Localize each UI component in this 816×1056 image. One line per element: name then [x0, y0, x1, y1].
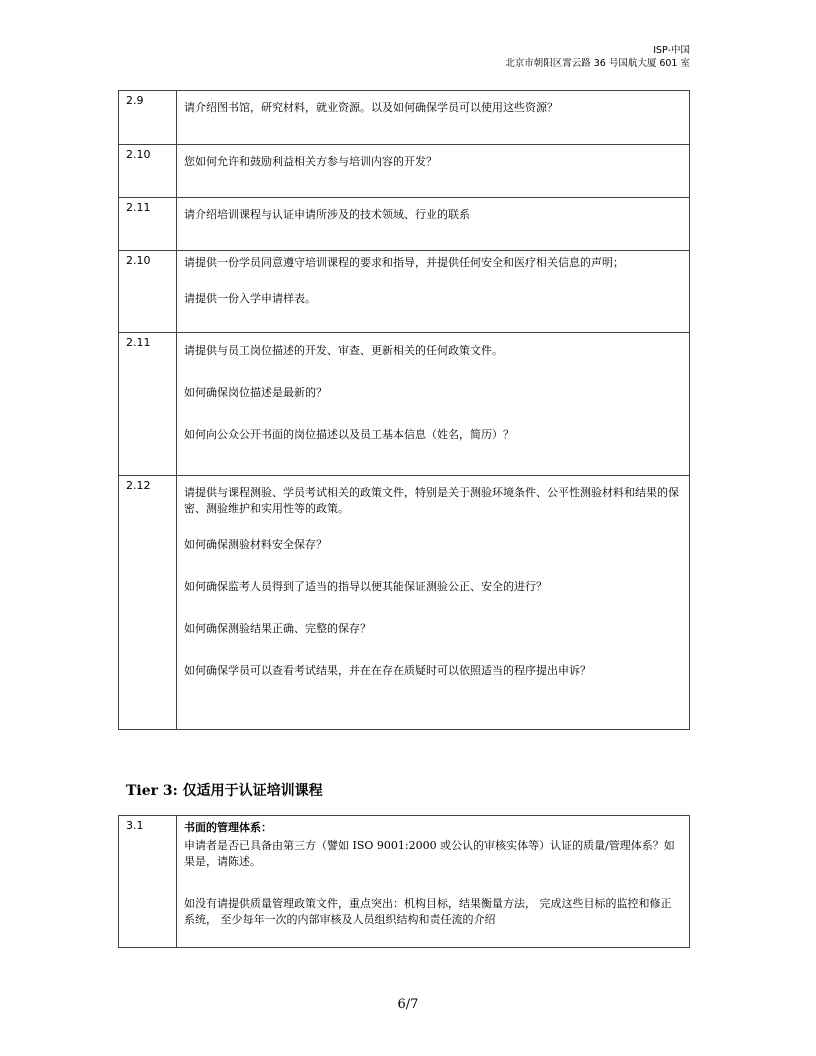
- table-row: [119, 333, 690, 476]
- table-row: [119, 198, 690, 251]
- row-paragraph: 请介绍培训课程与认证申请所涉及的技术领域、行业的联系: [184, 208, 470, 221]
- row-paragraph: 请提供一份学员同意遵守培训课程的要求和指导，并提供任何安全和医疗相关信息的声明；: [184, 256, 624, 269]
- row-text: [177, 333, 690, 476]
- row-paragraph: 如没有请提供质量管理政策文件，重点突出：机构目标，结果衡量方法， 完成这些目标的监控和修正系统， 至少每年一次的内部审核及人员组织结构和责任流的介绍: [184, 897, 672, 926]
- row-text: [177, 145, 690, 198]
- page-header: [505, 44, 690, 70]
- row-paragraph: 如何向公众公开书面的岗位描述以及员工基本信息（姓名，简历）？: [184, 428, 514, 441]
- header-org: ISP-中国: [653, 45, 690, 56]
- table-row: [119, 251, 690, 333]
- row-text: [177, 816, 690, 948]
- row-paragraph: 请提供一份入学申请样表。: [184, 292, 316, 305]
- question-table: [118, 90, 690, 730]
- row-paragraph: 如何确保学员可以查看考试结果，并在在存在质疑时可以依照适当的程序提出申诉？: [184, 664, 591, 677]
- row-paragraph: 申请者是否已具备由第三方（譬如 ISO 9001:2000 或公认的审核实体等）认证的质量/管理体系？如果是，请陈述。: [184, 839, 675, 868]
- row-number: 3.1: [119, 816, 177, 948]
- row-number: 2.10: [119, 251, 177, 333]
- row-text: [177, 251, 690, 333]
- row-paragraph: 如何确保监考人员得到了适当的指导以便其能保证测验公正、安全的进行？: [184, 580, 547, 593]
- row-text: [177, 91, 690, 145]
- row-paragraph: 如何确保测验结果正确、完整的保存？: [184, 622, 371, 635]
- row-paragraph: 请介绍图书馆，研究材料，就业资源。以及如何确保学员可以使用这些资源？: [184, 101, 558, 114]
- row-paragraph: 您如何允许和鼓励利益相关方参与培训内容的开发？: [184, 155, 437, 168]
- row-paragraph: 请提供与课程测验、学员考试相关的政策文件，特别是关于测验环境条件、公平性测验材料和结果的保密、测验维护和实用性等的政策。: [184, 486, 679, 515]
- section-title: Tier 3: 仅适用于认证培训课程: [126, 783, 323, 799]
- row-number: 2.11: [119, 333, 177, 476]
- row-text: [177, 476, 690, 730]
- row-paragraph: 如何确保岗位描述是最新的？: [184, 386, 327, 399]
- table-row: [119, 816, 690, 948]
- row-number: 2.9: [119, 91, 177, 145]
- row-paragraph: 如何确保测验材料安全保存？: [184, 538, 327, 551]
- table-row: [119, 145, 690, 198]
- row-number: 2.11: [119, 198, 177, 251]
- row-number: 2.10: [119, 145, 177, 198]
- row-paragraph: 请提供与员工岗位描述的开发、审查、更新相关的任何政策文件。: [184, 344, 503, 357]
- row-number: 2.12: [119, 476, 177, 730]
- table-row: [119, 476, 690, 730]
- header-address: 北京市朝阳区霄云路 36 号国航大厦 601 室: [505, 58, 690, 69]
- row-text: [177, 198, 690, 251]
- page-number: 6/7: [397, 997, 419, 1012]
- tier3-table: [118, 815, 690, 948]
- tier3-heading: 书面的管理体系：: [184, 821, 272, 834]
- table-row: [119, 91, 690, 145]
